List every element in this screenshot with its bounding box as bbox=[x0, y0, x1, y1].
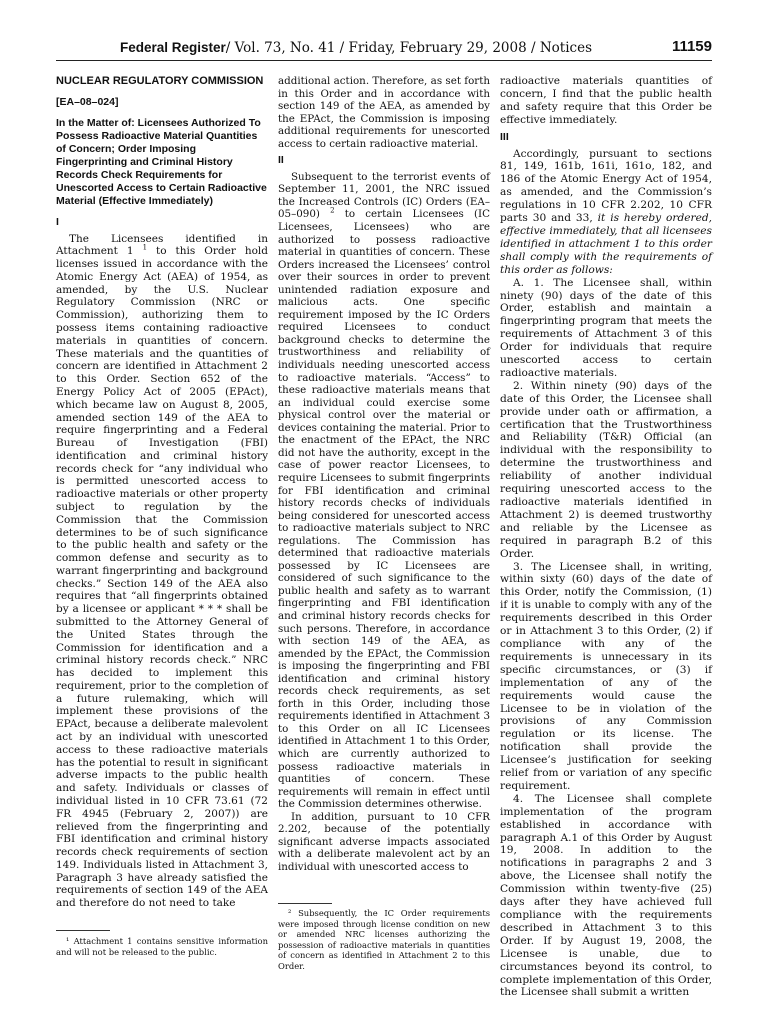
column-2 bbox=[278, 75, 490, 873]
paragraph-text: Accordingly, pursuant to sections 81, 149, 161b, 161i, 161o, 182, and 186 of the Atomic Energy Act of 1954, as amended, and the Commission’s regulations in 10 CFR 2.202, 10 CFR parts 30 and 33, bbox=[500, 147, 712, 225]
section-heading-iii: III bbox=[500, 130, 509, 143]
paragraph bbox=[278, 171, 490, 811]
document-subject: In the Matter of: Licensees Authorized To Possess Radioactive Material Quantities of Concern; Order Imposing Fingerprinting and Criminal History Records Check Requirements for Unescorted Access to Certain Radioactive Material (Effective Immediately) bbox=[56, 116, 267, 207]
section-heading-ii: II bbox=[278, 154, 284, 167]
footnote-ref: 2 bbox=[330, 207, 335, 216]
order-clause: it is hereby ordered, effective immediately, that all licensees identified in attachment 1 to this order shall comply with the requirements of this order as follows: bbox=[500, 212, 712, 276]
footnote-2 bbox=[278, 908, 490, 972]
paragraph: additional action. Therefore, as set forth in this Order and in accordance with section 149 of the AEA, as amended by the EPAct, the Commission is imposing additional requirements for unescorted access to certain radioactive material. bbox=[278, 75, 490, 150]
issue-info: / Vol. 73, No. 41 / Friday, February 29, 2008 / Notices bbox=[225, 40, 592, 56]
footnote-1 bbox=[56, 936, 268, 957]
agency-name: NUCLEAR REGULATORY COMMISSION bbox=[56, 75, 264, 87]
order-item-a1: A. 1. The Licensee shall, within ninety (90) days of the date of this Order, establish and maintain a fingerprinting program that meets the requirements of Attachment 3 of this Order for individuals that require unescorted access to certain radioactive materials. bbox=[500, 276, 712, 379]
paragraph-text: to certain Licensees (IC Licensees, Licensees) who are authorized to possess radioactive material in quantities of concern. These Orders increased the Licensees’ control over their sources in order to prevent unintended radiation exposure and malicious acts. One specific requirement imposed by the IC Orders required Licensees to conduct background checks to determine the trustworthiness and reliability of individuals needing unescorted access to radioactive materials. “Access” to these radioactive materials means that an individual could exercise some physical control over the material or devices containing the material. Prior to the enactment of the EPAct, the NRC did not have the authority, except in the case of power reactor Licensees, to require Licensees to submit fingerprints for FBI identification and criminal history records checks of individuals being considered for unescorted access to radioactive materials subject to NRC regulations. The Commission has determined that radioactive materials possessed by IC Licensees are considered of such significance to the public health and safety as to warrant fingerprinting and FBI identification and criminal history records checks for such persons. Therefore, in accordance with section 149 of the AEA, as amended by the EPAct, the Commission is imposing the fingerprinting and FBI identification and criminal history records check requirements, as set forth in this Order, including those requirements identified in Attachment 3 to this Order on all IC Licensees identified in Attachment 1 to this Order, which are currently authorized to possess radioactive materials in quantities of concern. These requirements will remain in effect until the Commission determines otherwise. bbox=[278, 208, 490, 811]
footnote-text: ² Subsequently, the IC Order requirements were imposed through license condition on new or amended NRC licenses authorizing the possession of radioactive materials in quantities of concern as identified in Attachment 2 to this Order. bbox=[278, 908, 490, 971]
column-3 bbox=[500, 75, 712, 999]
footnote-rule bbox=[56, 930, 110, 931]
footnote-ref: 1 bbox=[142, 243, 148, 252]
paragraph-text: to this Order hold licenses issued in accordance with the Atomic Energy Act (AEA) of 1954, as amended, by the U.S. Nuclear Regulatory Commission (NRC or Commission), authorizing them to possess items containing radioactive materials in quantities of concern. These materials and the quantities of concern are identified in Attachment 2 to this Order. Section 652 of the Energy Policy Act of 2005 (EPAct), which became law on August 8, 2005, amended section 149 of the AEA to require fingerprinting and a Federal Bureau of Investigation (FBI) identification and criminal history records check for “any individual who is permitted unescorted access to radioactive materials or other property subject to regulation by the Commission that the Commission determines to be of such significance to the public health and safety or the common defense and security as to warrant fingerprinting and background checks.” Section 149 of the AEA also requires that “all fingerprints obtained by a licensee or applicant * * * shall be submitted to the Attorney General of the United States through the Commission for identification and a criminal history records check.” NRC has decided to implement this requirement, prior to the completion of a future rulemaking, which will implement these provisions of the EPAct, because a deliberate malevolent act by an individual with unescorted access to these radioactive materials has the potential to result in significant adverse impacts to the public health and safety. Individuals or classes of individual listed in 10 CFR 73.61 (72 FR 4945 (February 2, 2007)) are relieved from the fingerprinting and FBI identification and criminal history records check requirements of section 149. Individuals listed in Attachment 3, Paragraph 3 have already satisfied the requirements of section 149 of the AEA and therefore do not need to take bbox=[56, 245, 268, 910]
order-item-2: 2. Within ninety (90) days of the date of this Order, the Licensee shall provide under oath or affirmation, a certification that the Trustworthiness and Reliability (T&R) Official (an individual with the responsibility to determine the trustworthiness and reliability of another individual requiring unescorted access to the radioactive materials identified in Attachment 2) is deemed trustworthy and reliable by the Licensee as required in paragraph B.2 of this Order. bbox=[500, 379, 712, 560]
docket-number: [EA–08–024] bbox=[56, 96, 119, 108]
paragraph: radioactive materials quantities of concern, I find that the public health and safety require that this Order be effective immediately. bbox=[500, 75, 712, 126]
paragraph: In addition, pursuant to 10 CFR 2.202, because of the potentially significant adverse impacts associated with a deliberate malevolent act by an individual with unescorted access to bbox=[278, 810, 490, 873]
order-item-3: 3. The Licensee shall, in writing, within sixty (60) days of the date of this Order, notify the Commission, (1) if it is unable to comply with any of the requirements described in this Order or in Attachment 3 to this Order, (2) if compliance with any of the requirements is unnecessary in its specific circumstances, or (3) if implementation of any of the requirements would cause the Licensee to be in violation of the provisions of any Commission regulation or its license. The notification shall provide the Licensee’s justification for seeking relief from or variation of any specific requirement. bbox=[500, 560, 712, 792]
paragraph bbox=[56, 233, 268, 910]
section-heading-i: I bbox=[56, 215, 59, 228]
footnote-text: ¹ Attachment 1 contains sensitive information and will not be released to the public. bbox=[56, 936, 268, 957]
paragraph-text: The Licensees identified in Attachment 1 bbox=[56, 232, 268, 258]
paragraph-text: Subsequent to the terrorist events of September 11, 2001, the NRC issued the Increased Controls (IC) Orders (EA–05–090) bbox=[278, 170, 490, 221]
page-header bbox=[56, 38, 712, 61]
publication-line bbox=[120, 40, 592, 56]
column-1 bbox=[56, 75, 268, 910]
footnote-rule bbox=[278, 903, 332, 904]
paragraph bbox=[500, 148, 712, 277]
journal-name: Federal Register bbox=[119, 40, 226, 55]
order-item-4: 4. The Licensee shall complete implementation of the program established in accordance with paragraph A.1 of this Order by August 19, 2008. In addition to the notifications in paragraphs 2 and 3 above, the Licensee shall notify the Commission within twenty-five (25) days after they have achieved full compliance with the requirements described in Attachment 3 to this Order. If by August 19, 2008, the Licensee is unable, due to circumstances beyond its control, to complete implementation of this Order, the Licensee shall submit a written bbox=[500, 792, 712, 999]
page-number: 11159 bbox=[671, 38, 712, 55]
